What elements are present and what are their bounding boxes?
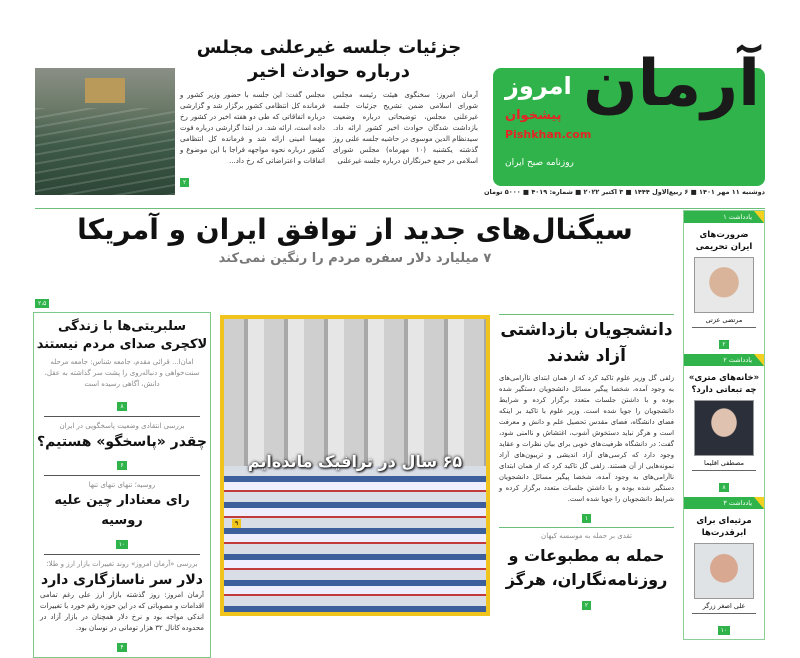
top-story (180, 36, 478, 188)
main-headline-block (35, 212, 675, 268)
note-tag: یادداشت ۳ (684, 497, 764, 509)
story-body: زلفی گل وزیر علوم تاکید کرد که از همان ابتدای ناآرامی‌های به وجود آمده، شخصا پیگیر مسائل دانشجویان دستگیر شده بوده و با داشتن جلسات متعدد برگزار کرده و شرایط دانشجویان را جویا شده است. وزیر علوم با تاکید بر اینکه فضای دانشگاه، فضای مقدس تحصیل علم و دانش و معرفت است و هرگز نباید دستخوش آشوب، اغتشاش و ناامنی شود، گفت: در دانشگاه ظرفیت‌های خوبی برای بیان نظرات و عقاید وجود دارد که کرسی‌های آزاد اندیشی و تریبون‌های آزاد نمونه‌هایی از آن هستند. زلفی گل تاکید کرد که از همان ابتدای ناآرامی‌های به وجود آمده، شخصا پیگیر مسائل دانشجویان دستگیر شده بوده و با داشتن جلسات متعدد برگزار کرده و شرایط دانشجویان را جویا شده است. (499, 374, 674, 503)
page-ref[interactable]: ۸ (117, 402, 126, 411)
note-title: ضرورت‌های ایران تحریمی (695, 230, 753, 252)
note-3[interactable] (684, 497, 764, 636)
logo-tagline: روزنامه صبح ایران (505, 158, 574, 168)
story-kicker: بررسی انتقادی وضعیت پاسخگویی در ایران (59, 422, 185, 430)
story-kayhan[interactable] (495, 531, 678, 611)
story-china-russia[interactable] (34, 480, 210, 550)
story-students[interactable] (495, 317, 678, 524)
top-story-column-right: آرمان امروز: سخنگوی هیئت رئیسه مجلس شورای اسلامی ضمن تشریح جزئیات جلسه غیرعلنی مجلس، توضیحاتی درباره وضعیت بازداشت شدگان حوادث اخیر کشور ارائه داد. سیدنظام الدین موسوی در حاشیه جلسه علنی روز گذشته یکشنبه (۱۰ مهرماه) مجلس شورای اسلامی در جمع خبرنگاران درباره جلسه غیرعلنی (333, 91, 478, 165)
page-ref[interactable]: ۲ (582, 601, 591, 610)
top-story-headline[interactable] (180, 36, 478, 84)
author-photo (694, 543, 754, 599)
main-subtitle: ۷ میلیارد دلار سفره مردم را رنگین نمی‌کند (218, 251, 492, 266)
story-title: رای معنادار چین علیه روسیه (54, 493, 190, 528)
page-ref[interactable]: ۲ (719, 340, 728, 349)
note-1[interactable] (684, 211, 764, 350)
left-column (33, 312, 211, 658)
story-title: سلبریتی‌ها با زندگی لاکچری صدای مردم نیستند (36, 319, 208, 352)
story-accountability[interactable] (34, 421, 210, 471)
photo-caption: ۶۵ سال در ترافیک مانده‌ایم (247, 452, 463, 471)
sidebar-notes (683, 210, 765, 640)
story-kicker: روسیه؛ تنهای تنهای تنها (88, 481, 156, 489)
story-title: دلار سر ناسازگاری دارد (41, 572, 203, 588)
page-ref[interactable]: ۱۰ (718, 626, 730, 635)
main-headline[interactable]: سیگنال‌های جدید از توافق ایران و آمریکا (77, 213, 633, 246)
author-name: مرتضی عزتی (692, 316, 756, 328)
story-kicker: تقدی بر حمله به موسسه کیهان (541, 532, 632, 540)
story-kicker: بررسی «آرمان امروز» روند تغییرات بازار ارز و طلا؛ (46, 560, 198, 568)
note-title: «خانه‌های متری» چه تبعاتی دارد؟ (688, 373, 760, 395)
note-tag: یادداشت ۲ (684, 354, 764, 366)
headline-line-1: جزئیات جلسه غیرعلنی مجلس (196, 37, 462, 58)
author-photo (694, 257, 754, 313)
author-name: علی اصغر زرگر (692, 602, 756, 614)
traffic-photo[interactable] (220, 315, 490, 616)
headline-line-2: درباره حوادث اخیر (247, 61, 411, 82)
page-ref[interactable]: ۸ (719, 483, 728, 492)
page-ref[interactable]: ۹ (232, 519, 241, 528)
note-title: مرثیه‌ای برای ابرقدرت‌ها (696, 516, 752, 538)
story-title: دانشجویان بازداشتی آزاد شدند (500, 320, 673, 366)
page-ref[interactable]: ۲،۵ (35, 299, 49, 308)
story-body: آرمان امروز: روز گذشته بازار ارز علی رغم تمامی اقدامات و مصوباتی که در این حوزه رقم خورد با تغییرات اندکی مواجه بود و نرخ دلار همچنان در بازار آزاد در محدوده کانال ۳۲ هزار تومانی در نوسان بود. (40, 591, 204, 632)
top-story-column-left: مجلس گفت: این جلسه با حضور وزیر کشور و فرمانده کل انتظامی کشور برگزار شد و گزارشی درباره اتفاقاتی که طی دو هفته اخیر در کشور رخ داده است، ارائه شد. در ابتدا گزارشی درباره فوت مهسا امینی ارائه شد و فرمانده کل انتظامی کشور درباره نحوه مواجهه فراجا با این موضوع و اتفاقات و اعتراضاتی که رخ داد... (180, 91, 325, 165)
date-line: دوشنبه ۱۱ مهر ۱۴۰۱ ■ ۶ ربیع‌الاول ۱۴۴۴ ■ ۳ اکتبر ۲۰۲۲ ■ شماره: ۴۰۱۹ ■ ۵۰۰۰ تومان (484, 188, 765, 196)
note-2[interactable] (684, 354, 764, 493)
author-name: مصطفی اقلیما (692, 459, 756, 471)
watermark-fa: پیشخوان (505, 108, 562, 123)
page-ref[interactable]: ۱۰ (116, 540, 128, 549)
story-dollar[interactable] (34, 559, 210, 653)
page-ref[interactable]: ۱ (582, 514, 591, 523)
right-column (495, 312, 678, 611)
page-ref[interactable]: ۲ (180, 178, 189, 187)
watermark-url: Pishkhan.com (505, 128, 592, 141)
page-ref[interactable]: ۶ (117, 461, 126, 470)
logo-sub: امروز (505, 72, 572, 100)
divider (35, 208, 765, 209)
story-title: چقدر «پاسخگو» هستیم؟ (37, 434, 207, 450)
note-tag: یادداشت ۱ (684, 211, 764, 223)
logo-name: آرمان (582, 47, 760, 121)
story-title: حمله به مطبوعات و روزنامه‌نگاران، هرگز (505, 546, 668, 589)
page-ref[interactable]: ۴ (117, 643, 126, 652)
story-body: امان‌ا... قرائی مقدم، جامعه شناس: جامعه مرحله سنت‌خواهی و دنباله‌روی را پشت سر گذاشته به عقل، دانش، آگاهی رسیده است (44, 358, 200, 388)
story-celebrities[interactable] (34, 318, 210, 412)
parliament-photo (35, 68, 175, 195)
author-photo (694, 400, 754, 456)
